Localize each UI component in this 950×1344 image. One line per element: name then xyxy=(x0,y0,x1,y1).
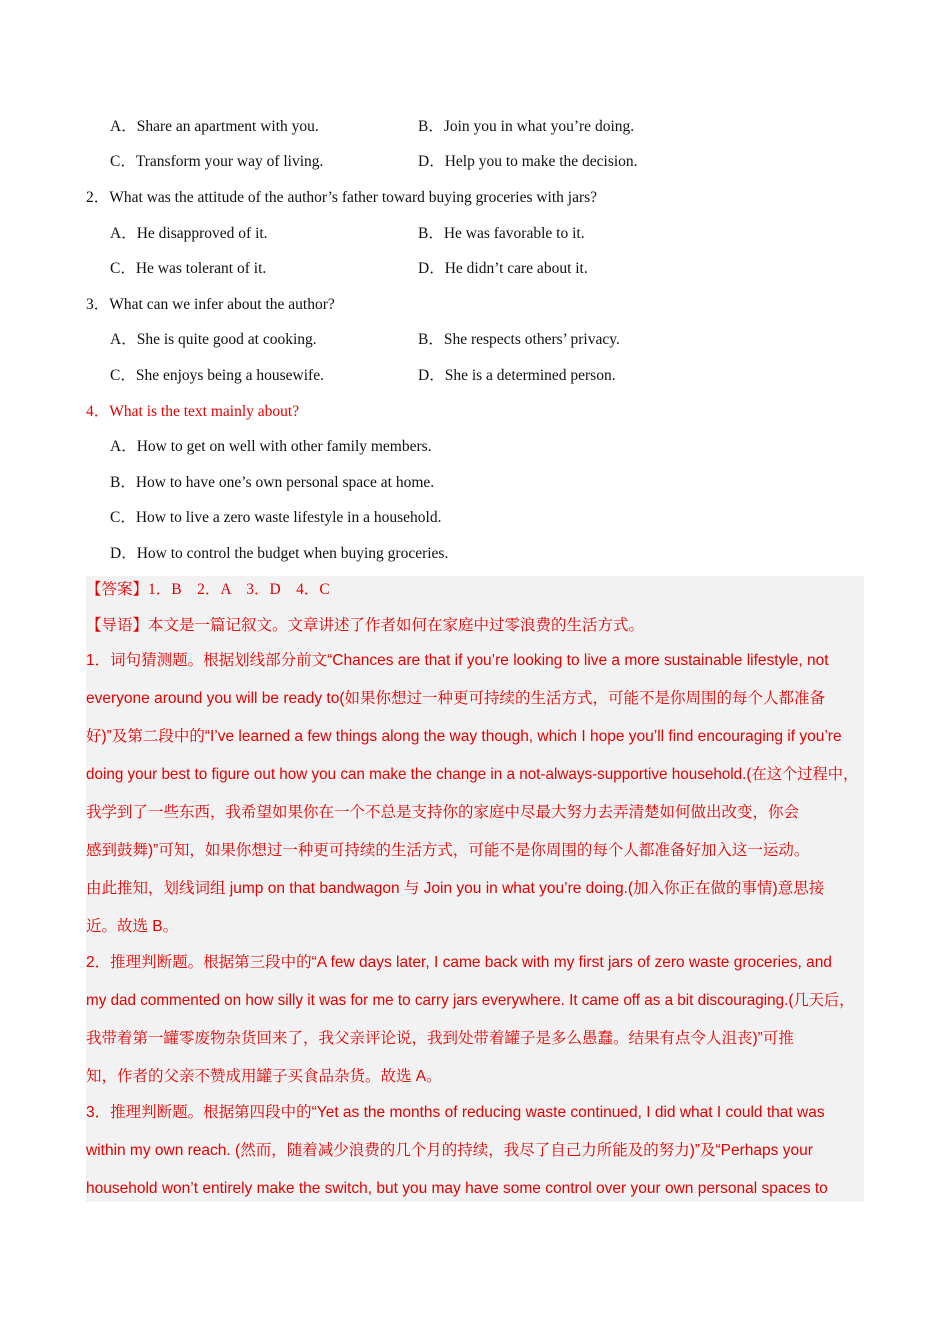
q4-option-d: D．How to control the budget when buying groceries. xyxy=(110,545,449,562)
answer-line xyxy=(86,580,330,600)
q1-option-a: A．Share an apartment with you. xyxy=(110,118,319,135)
q3-option-d: D．She is a determined person. xyxy=(418,367,616,384)
explanation-line: my dad commented on how silly it was for me to carry jars everywhere. It came off as a bit discouraging.(几天后， xyxy=(86,992,855,1009)
q1-option-b: B．Join you in what you’re doing. xyxy=(418,118,635,135)
explanation-line: 我学到了一些东西，我希望如果你在一个不总是支持你的家庭中尽最大努力去弄清楚如何做出改变，你会 xyxy=(86,804,800,821)
q2-option-b: B．He was favorable to it. xyxy=(418,225,585,242)
explanation-line: 2．推理判断题。根据第三段中的“A few days later, I came back with my first jars of zero waste groceries, and xyxy=(86,954,832,971)
explanation-line: everyone around you will be ready to(如果你想过一种更可持续的生活方式，可能不是你周围的每个人都准备 xyxy=(86,690,825,707)
q3-option-c: C．She enjoys being a housewife. xyxy=(110,367,324,384)
q4-option-b: B．How to have one’s own personal space at home. xyxy=(110,474,435,491)
q4-stem: 4．What is the text mainly about? xyxy=(86,403,300,420)
explanation-line: doing your best to figure out how you can make the change in a not-always-supportive household.(在这个过程中， xyxy=(86,766,859,783)
q3-option-a: A．She is quite good at cooking. xyxy=(110,331,317,348)
q3-stem: 3．What can we infer about the author? xyxy=(86,296,335,313)
explanation-line: 知，作者的父亲不赞成用罐子买食品杂货。故选 A。 xyxy=(86,1068,442,1085)
explanation-line: 1．词句猜测题。根据划线部分前文“Chances are that if you’re looking to live a more sustainable lifestyle, not xyxy=(86,652,829,669)
explanation-line: 好)”及第二段中的“I’ve learned a few things along the way though, which I hope you’ll find encouraging if you’re xyxy=(86,728,842,745)
explanation-line: 3．推理判断题。根据第四段中的“Yet as the months of reducing waste continued, I did what I could that was xyxy=(86,1104,825,1121)
q4-option-c: C．How to live a zero waste lifestyle in a household. xyxy=(110,509,442,526)
q1-option-d: D．Help you to make the decision. xyxy=(418,153,638,170)
explanation-line: 感到鼓舞)”可知，如果你想过一种更可持续的生活方式，可能不是你周围的每个人都准备好加入这一运动。 xyxy=(86,842,810,859)
explanation-line: 由此推知，划线词组 jump on that bandwagon 与 Join you in what you’re doing.(加入你正在做的事情)意思接 xyxy=(86,880,825,897)
q2-option-d: D．He didn’t care about it. xyxy=(418,260,588,277)
guide-text: 本文是一篇记叙文。文章讲述了作者如何在家庭中过零浪费的生活方式。 xyxy=(148,617,645,634)
q2-option-a: A．He disapproved of it. xyxy=(110,225,268,242)
explanation-line: household won’t entirely make the switch, but you may have some control over your own personal spaces to xyxy=(86,1180,828,1197)
q2-option-c: C．He was tolerant of it. xyxy=(110,260,267,277)
q3-option-b: B．She respects others’ privacy. xyxy=(418,331,620,348)
q2-stem: 2．What was the attitude of the author’s father toward buying groceries with jars? xyxy=(86,189,598,206)
answer-text: 1．B 2．A 3．D 4．C xyxy=(148,581,330,598)
guide-line xyxy=(86,616,644,636)
guide-label: 【导语】 xyxy=(86,617,149,634)
q4-option-a: A．How to get on well with other family members. xyxy=(110,438,432,455)
explanation-line: 近。故选 B。 xyxy=(86,918,179,935)
explanation-line: within my own reach. (然而，随着减少浪费的几个月的持续，我尽了自己力所能及的努力)”及“Perhaps your xyxy=(86,1142,813,1159)
answer-label: 【答案】 xyxy=(86,581,149,598)
explanation-line: 我带着第一罐零废物杂货回来了，我父亲评论说，我到处带着罐子是多么愚蠢。结果有点令人沮丧)”可推 xyxy=(86,1030,794,1047)
q1-option-c: C．Transform your way of living. xyxy=(110,153,324,170)
